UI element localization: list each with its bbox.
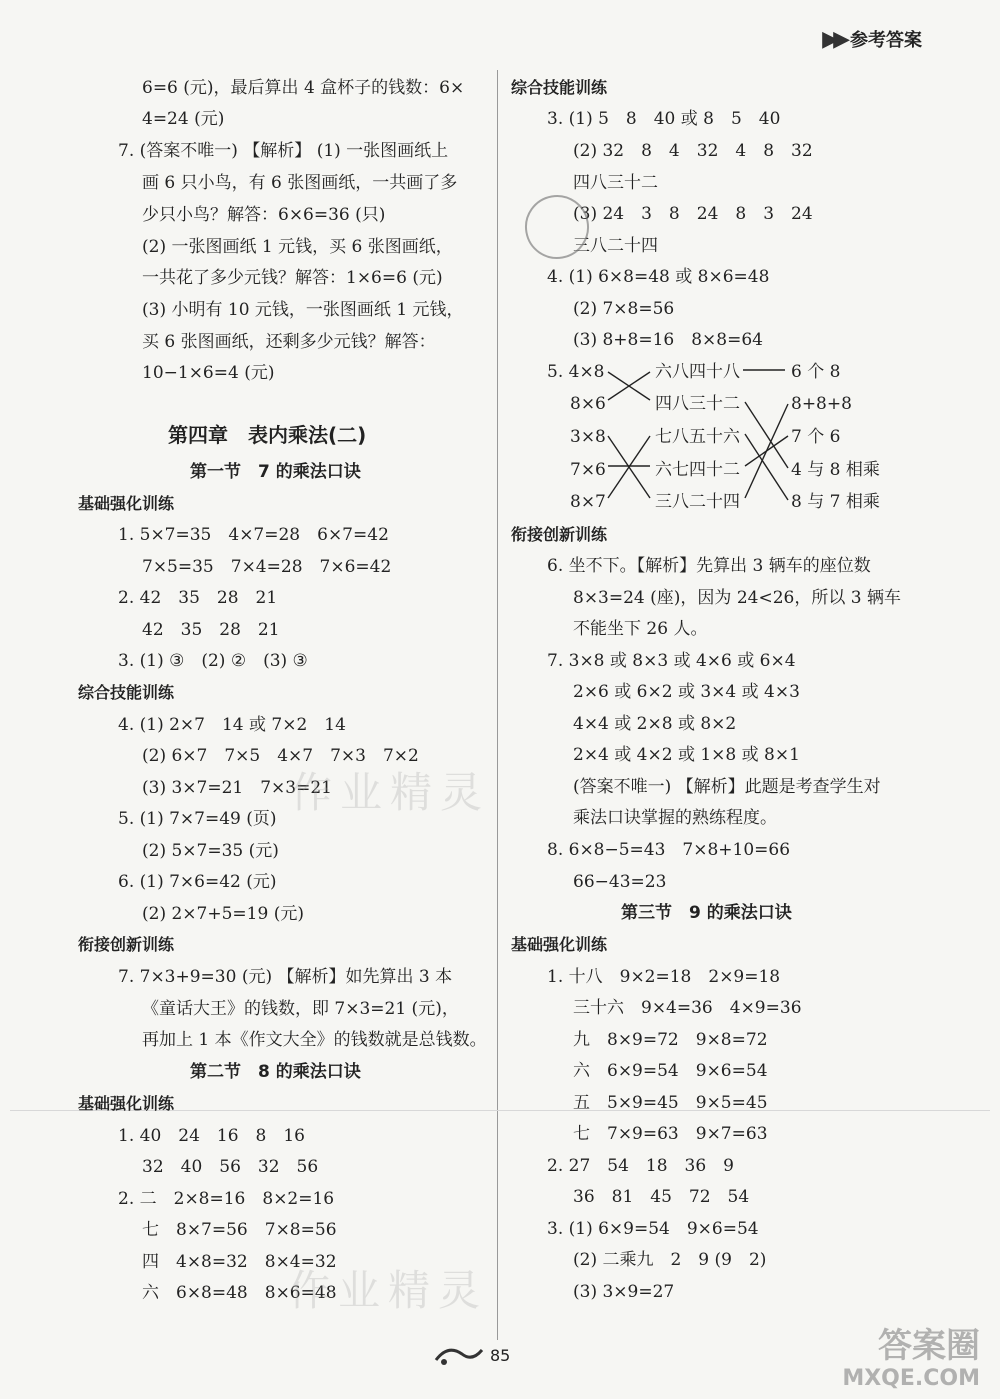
text-line: (3) 3×7=21 7×3=21 <box>142 778 332 798</box>
text-line: 画 6 只小鸟，有 6 张图画纸，一共画了多 <box>142 173 458 193</box>
text-line: 不能坐下 26 人。 <box>573 619 708 639</box>
text-line: 买 6 张图画纸，还剩多少元钱？解答： <box>142 332 436 352</box>
chapter-title: 第四章 表内乘法(二) <box>168 423 367 447</box>
subsection-heading: 基础强化训练 <box>78 1094 175 1113</box>
match-line <box>745 434 788 500</box>
text-line: 七 7×9=63 9×7=63 <box>573 1124 768 1144</box>
text-line: (2) 2×7+5=19 (元) <box>142 904 304 924</box>
match-right-item: 4 与 8 相乘 <box>791 460 880 480</box>
match-left-item: 8×7 <box>570 492 606 512</box>
text-line: 3. (1) ③ (2) ② (3) ③ <box>118 651 308 671</box>
match-left-item: 3×8 <box>570 427 606 447</box>
text-line: 2. 27 54 18 36 9 <box>547 1156 734 1176</box>
page-ornament-icon <box>428 1340 488 1370</box>
text-line: (2) 6×7 7×5 4×7 7×3 7×2 <box>142 746 419 766</box>
subsection-heading: 综合技能训练 <box>511 78 608 97</box>
text-line: 7. 3×8 或 8×3 或 4×6 或 6×4 <box>547 651 796 671</box>
match-mid-item: 四八三十二 <box>655 394 740 414</box>
text-line: 四 4×8=32 8×4=32 <box>142 1252 337 1272</box>
section-title: 第一节 7 的乘法口诀 <box>190 462 361 482</box>
watermark-text: 作业精灵 <box>290 768 491 817</box>
subsection-heading: 衔接创新训练 <box>78 935 175 954</box>
text-line: 四八三十二 <box>573 173 658 193</box>
match-mid-item: 三八二十四 <box>655 492 740 512</box>
subsection-heading: 基础强化训练 <box>78 494 175 513</box>
text-line: 2. 二 2×8=16 8×2=16 <box>118 1189 335 1209</box>
subsection-heading: 基础强化训练 <box>511 935 608 954</box>
text-line: (答案不唯一) 【解析】此题是考查学生对 <box>573 777 881 797</box>
text-line: 3. (1) 5 8 40 或 8 5 40 <box>547 109 781 129</box>
text-line: 2×4 或 4×2 或 1×8 或 8×1 <box>573 745 800 765</box>
match-left-item: 8×6 <box>570 394 606 414</box>
match-left-item: 5. 4×8 <box>547 362 605 382</box>
text-line: 1. 5×7=35 4×7=28 6×7=42 <box>118 525 389 545</box>
text-line: 42 35 28 21 <box>142 620 280 640</box>
text-line: 2×6 或 6×2 或 3×4 或 4×3 <box>573 682 800 702</box>
text-line: 32 40 56 32 56 <box>142 1157 319 1177</box>
text-line: 少只小鸟？解答：6×6=36 (只) <box>142 205 386 225</box>
text-line: 3. (1) 6×9=54 9×6=54 <box>547 1219 759 1239</box>
text-line: 8×3=24 (座)，因为 24<26，所以 3 辆车 <box>573 588 901 608</box>
text-line: (2) 5×7=35 (元) <box>142 841 279 861</box>
text-line: 4=24 (元) <box>142 109 225 129</box>
section-title: 第三节 9 的乘法口诀 <box>621 903 792 923</box>
subsection-heading: 综合技能训练 <box>78 683 175 702</box>
header-label: 参考答案 <box>850 30 922 51</box>
match-mid-item: 六七四十二 <box>655 460 740 480</box>
text-line: 8. 6×8−5=43 7×8+10=66 <box>547 840 791 860</box>
text-line: 4. (1) 6×8=48 或 8×6=48 <box>547 267 770 287</box>
text-line: (2) 一张图画纸 1 元钱，买 6 张图画纸， <box>142 237 453 257</box>
watermark-text: 作业精灵 <box>288 1266 489 1315</box>
text-line: 7. 7×3+9=30 (元) 【解析】如先算出 3 本 <box>118 967 453 987</box>
text-line: 6=6 (元)，最后算出 4 盒杯子的钱数：6× <box>142 78 465 98</box>
text-line: 《童话大王》的钱数，即 7×3=21 (元)， <box>142 999 459 1019</box>
text-line: (2) 7×8=56 <box>573 299 675 319</box>
text-line: (3) 小明有 10 元钱，一张图画纸 1 元钱， <box>142 300 464 320</box>
match-right-item: 8 与 7 相乘 <box>791 492 880 512</box>
text-line: (2) 二乘九 2 9 (9 2) <box>573 1250 767 1270</box>
match-right-item: 6 个 8 <box>791 362 841 382</box>
text-line: 三八二十四 <box>573 236 658 256</box>
section-title: 第二节 8 的乘法口诀 <box>190 1062 361 1082</box>
text-line: 一共花了多少元钱？解答：1×6=6 (元) <box>142 268 443 288</box>
double-chevron-icon: ▶▶ <box>822 26 844 52</box>
match-mid-item: 六八四十八 <box>655 362 740 382</box>
watermark-corner: 答案圈 <box>878 1326 980 1366</box>
text-line: 4×4 或 2×8 或 8×2 <box>573 714 737 734</box>
match-left-item: 7×6 <box>570 460 606 480</box>
text-line: 六 6×8=48 8×6=48 <box>142 1283 337 1303</box>
text-line: 4. (1) 2×7 14 或 7×2 14 <box>118 715 346 735</box>
matching-lines <box>600 360 830 520</box>
text-line: 6. (1) 7×6=42 (元) <box>118 872 277 892</box>
match-line <box>745 404 788 498</box>
text-line: 1. 40 24 16 8 16 <box>118 1126 305 1146</box>
match-line <box>745 402 788 468</box>
left-column <box>0 0 497 1399</box>
text-line: (2) 32 8 4 32 4 8 32 <box>573 141 813 161</box>
text-line: 七 8×7=56 7×8=56 <box>142 1220 337 1240</box>
text-line: 7×5=35 7×4=28 7×6=42 <box>142 557 392 577</box>
text-line: 2. 42 35 28 21 <box>118 588 278 608</box>
page-number: 85 <box>490 1346 511 1365</box>
text-line: 36 81 45 72 54 <box>573 1187 750 1207</box>
match-mid-item: 七八五十六 <box>655 427 740 447</box>
text-line: 7. (答案不唯一) 【解析】 (1) 一张图画纸上 <box>118 141 449 161</box>
text-line: 九 8×9=72 9×8=72 <box>573 1030 768 1050</box>
text-line: 乘法口诀掌握的熟练程度。 <box>573 808 777 828</box>
text-line: 五 5×9=45 9×5=45 <box>573 1093 768 1113</box>
match-right-item: 7 个 6 <box>791 427 841 447</box>
text-line: (3) 24 3 8 24 8 3 24 <box>573 204 813 224</box>
text-line: 5. (1) 7×7=49 (页) <box>118 809 277 829</box>
text-line: 10−1×6=4 (元) <box>142 363 275 383</box>
text-line: 1. 十八 9×2=18 2×9=18 <box>547 967 781 987</box>
watermark-url: MXQE.COM <box>842 1366 980 1391</box>
text-line: 六 6×9=54 9×6=54 <box>573 1061 768 1081</box>
text-line: 再加上 1 本《作文大全》的钱数就是总钱数。 <box>142 1030 487 1050</box>
text-line: (3) 3×9=27 <box>573 1282 675 1302</box>
text-line: 66−43=23 <box>573 872 667 892</box>
text-line: (3) 8+8=16 8×8=64 <box>573 330 763 350</box>
subsection-heading: 衔接创新训练 <box>511 525 608 544</box>
text-line: 三十六 9×4=36 4×9=36 <box>573 998 802 1018</box>
text-line: 6. 坐不下。【解析】先算出 3 辆车的座位数 <box>547 556 871 576</box>
match-right-item: 8+8+8 <box>791 394 852 414</box>
